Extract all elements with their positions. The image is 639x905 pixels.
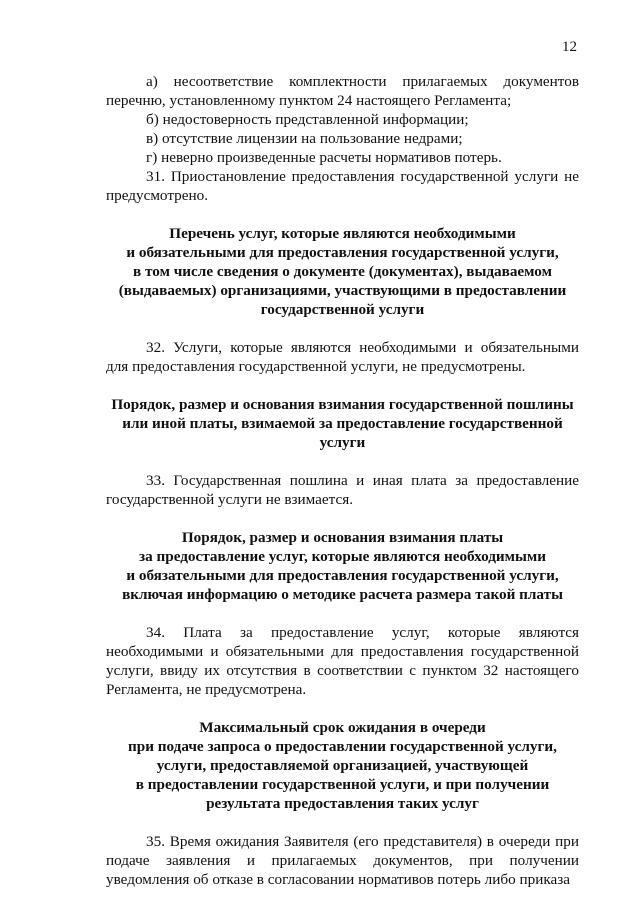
heading-line: в предоставлении государственной услуги, и при получении [135, 776, 550, 793]
heading-line: государственной услуги [260, 301, 425, 318]
paragraph-35: 35. Время ожидания Заявителя (его представителя) в очереди при подаче заявления и прилагаемых документов, при получении уведомления об отказе в согласовании нормативов потерь либо приказа [106, 833, 579, 888]
section-heading-state-duty [106, 395, 579, 452]
page-number: 12 [562, 39, 577, 55]
heading-line: Перечень услуг, которые являются необходимыми [169, 225, 516, 242]
heading-line: результата предоставления таких услуг [206, 795, 479, 812]
heading-line: или иной платы, взимаемой за предоставление государственной [122, 415, 563, 432]
heading-line: и обязательными для предоставления государственной услуги, [126, 567, 559, 584]
heading-line: в том числе сведения о документе (документах), выдаваемом [133, 263, 552, 280]
paragraph-33: 33. Государственная пошлина и иная плата за предоставление государственной услуги не взимается. [106, 472, 579, 508]
paragraph-32: 32. Услуги, которые являются необходимыми и обязательными для предоставления государственной услуги, не предусмотрены. [106, 339, 579, 375]
paragraph-31: 31. Приостановление предоставления государственной услуги не предусмотрено. [106, 168, 579, 204]
paragraph-34: 34. Плата за предоставление услуг, которые являются необходимыми и обязательными для предоставления государственной услуги, ввиду их отсутствия в соответствии с пунктом 32 настоящего Регламента, не предусмотрена. [106, 624, 579, 698]
heading-line: за предоставление услуг, которые являются необходимыми [139, 548, 546, 565]
section-heading-services-list [106, 224, 579, 319]
heading-line: Порядок, размер и основания взимания платы [181, 529, 504, 546]
heading-line: Порядок, размер и основания взимания государственной пошлины [111, 396, 574, 413]
heading-line: (выдаваемых) организациями, участвующими в предоставлении [118, 282, 567, 299]
section-heading-fee-order [106, 528, 579, 604]
list-item-c: в) отсутствие лицензии на пользование недрами; [146, 130, 463, 147]
heading-line: включая информацию о методике расчета размера такой платы [122, 586, 563, 603]
document-body [106, 72, 579, 889]
heading-line: при подаче запроса о предоставлении государственной услуги, [128, 738, 557, 755]
heading-line: услуги, предоставляемой организацией, участвующей [156, 757, 529, 774]
list-item-a: а) несоответствие комплектности прилагаемых документов перечню, установленному пунктом 24 настоящего Регламента; [106, 73, 579, 109]
heading-line: и обязательными для предоставления государственной услуги, [126, 244, 559, 261]
heading-line: Максимальный срок ожидания в очереди [199, 719, 486, 736]
section-heading-queue-time [106, 718, 579, 813]
list-item-d: г) неверно произведенные расчеты нормативов потерь. [146, 149, 502, 166]
heading-line: услуги [319, 434, 366, 451]
list-item-b: б) недостоверность представленной информации; [146, 111, 469, 128]
